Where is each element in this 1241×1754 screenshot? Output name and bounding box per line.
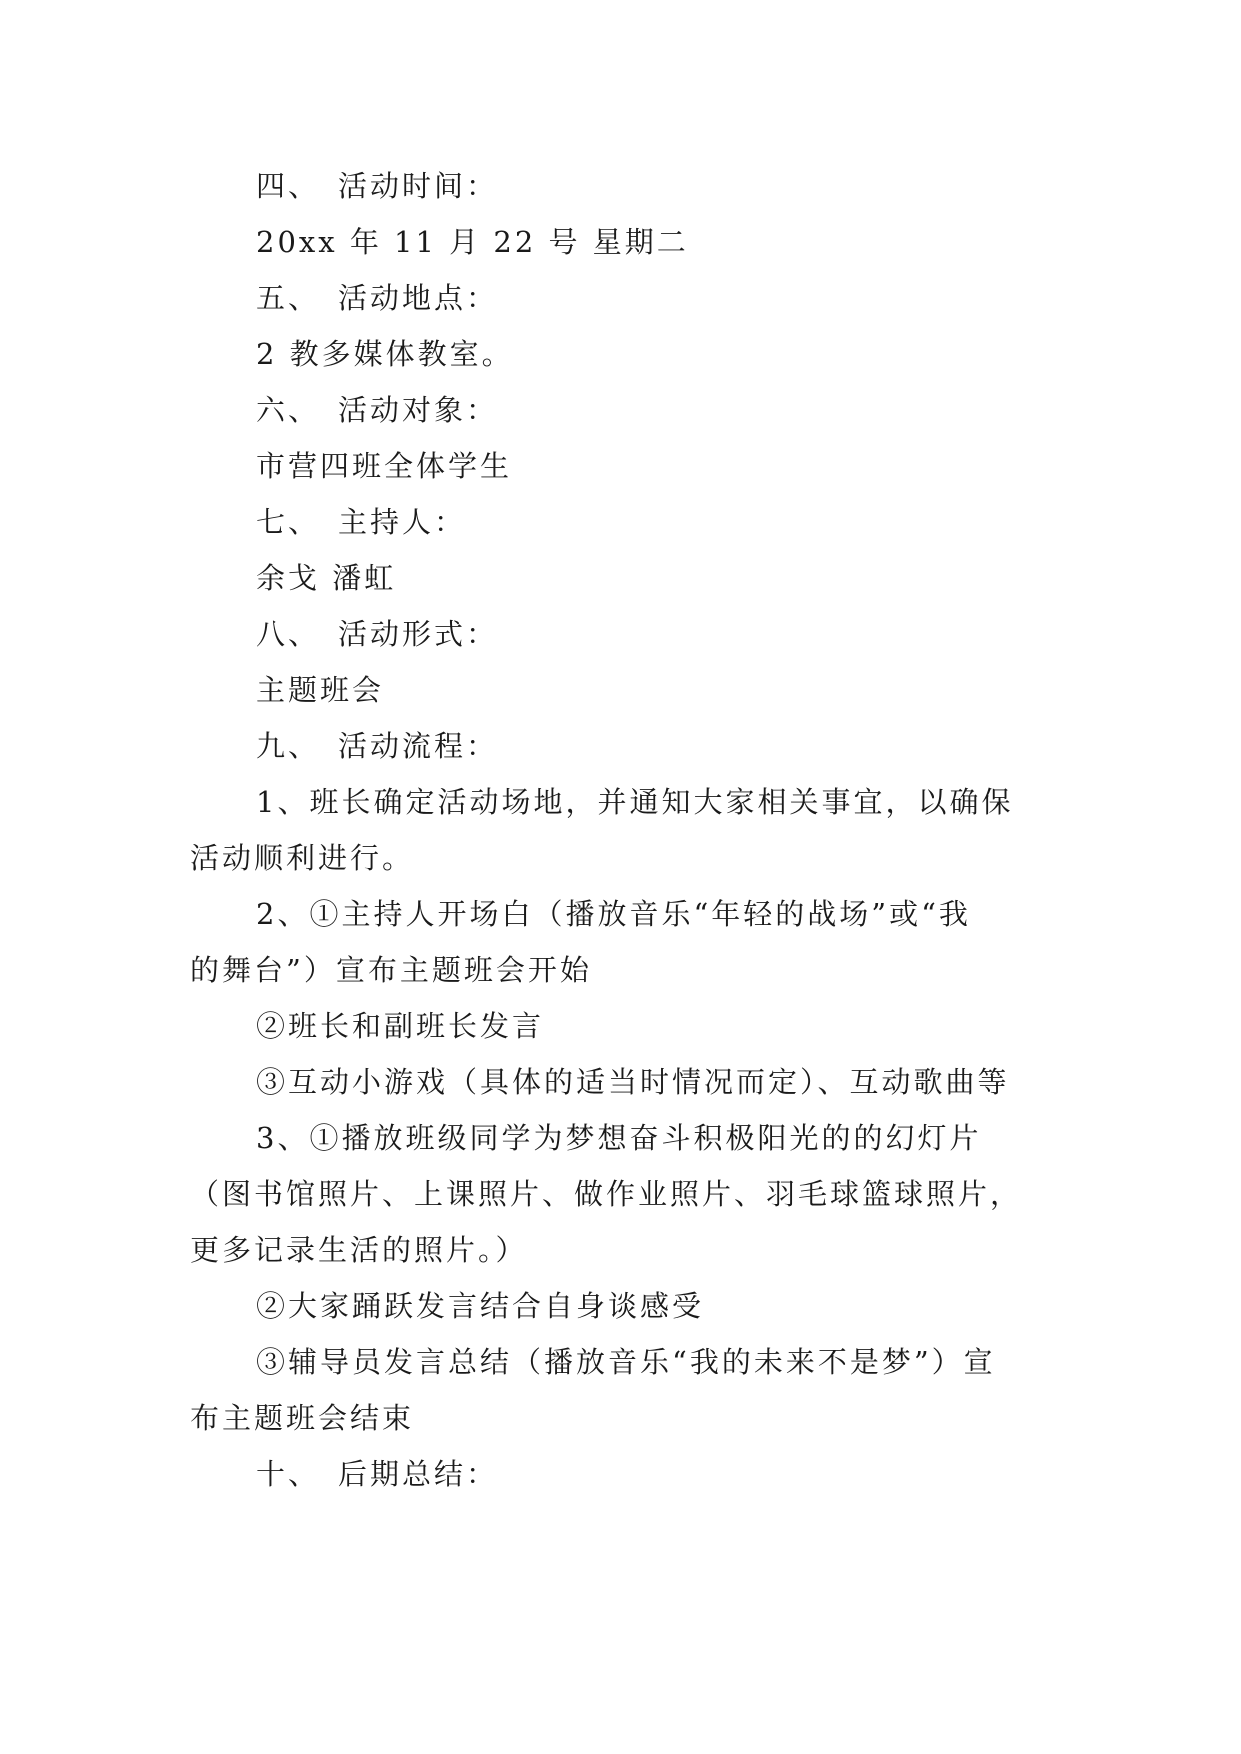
section-9-title: 活动流程： — [338, 729, 499, 763]
section-8-heading — [256, 614, 498, 654]
section-8-number: 八、 — [256, 617, 321, 651]
flow-step-2-item-2: ②班长和副班长发言 — [256, 1009, 545, 1043]
section-9-heading — [256, 726, 498, 766]
flow-step-1-line-2: 活动顺利进行。 — [190, 841, 415, 875]
section-5-body: 2 教多媒体教室。 — [256, 337, 514, 371]
section-10-title: 后期总结： — [338, 1457, 499, 1491]
flow-step-3-item-2: ②大家踊跃发言结合自身谈感受 — [256, 1289, 705, 1323]
flow-step-3-line-3: 更多记录生活的照片。） — [190, 1233, 528, 1267]
section-4-body: 20xx 年 11 月 22 号 星期二 — [256, 225, 689, 259]
section-7-body: 余戈 潘虹 — [256, 561, 397, 595]
section-7-title: 主持人： — [338, 505, 467, 539]
section-6-body: 市营四班全体学生 — [256, 449, 513, 483]
section-10-heading — [256, 1454, 498, 1494]
section-9-number: 九、 — [256, 729, 321, 763]
section-4-heading — [256, 166, 498, 206]
section-5-title: 活动地点： — [338, 281, 499, 315]
flow-step-3-item-3-line-1: ③辅导员发言总结（播放音乐“我的未来不是梦”）宣 — [256, 1345, 996, 1379]
section-5-heading — [256, 278, 498, 318]
section-8-title: 活动形式： — [338, 617, 499, 651]
flow-step-3-line-1: 3、①播放班级同学为梦想奋斗积极阳光的的幻灯片 — [256, 1121, 982, 1155]
section-4-title: 活动时间： — [338, 169, 499, 203]
section-8-body: 主题班会 — [256, 673, 385, 707]
section-5-number: 五、 — [256, 281, 321, 315]
section-6-title: 活动对象： — [338, 393, 499, 427]
section-6-heading — [256, 390, 498, 430]
section-4-number: 四、 — [256, 169, 321, 203]
section-7-heading — [256, 502, 466, 542]
section-7-number: 七、 — [256, 505, 321, 539]
section-6-number: 六、 — [256, 393, 321, 427]
flow-step-3-item-3-line-2: 布主题班会结束 — [190, 1401, 415, 1435]
flow-step-2-line-1: 2、①主持人开场白（播放音乐“年轻的战场”或“我 — [256, 897, 971, 931]
section-10-number: 十、 — [256, 1457, 321, 1491]
flow-step-2-item-3: ③互动小游戏（具体的适当时情况而定）、互动歌曲等 — [256, 1065, 1010, 1099]
flow-step-3-line-2: （图书馆照片、上课照片、做作业照片、羽毛球篮球照片， — [190, 1177, 1023, 1211]
flow-step-2-line-2: 的舞台”）宣布主题班会开始 — [190, 953, 592, 987]
flow-step-1-line-1: 1、班长确定活动场地，并通知大家相关事宜，以确保 — [256, 785, 1014, 819]
